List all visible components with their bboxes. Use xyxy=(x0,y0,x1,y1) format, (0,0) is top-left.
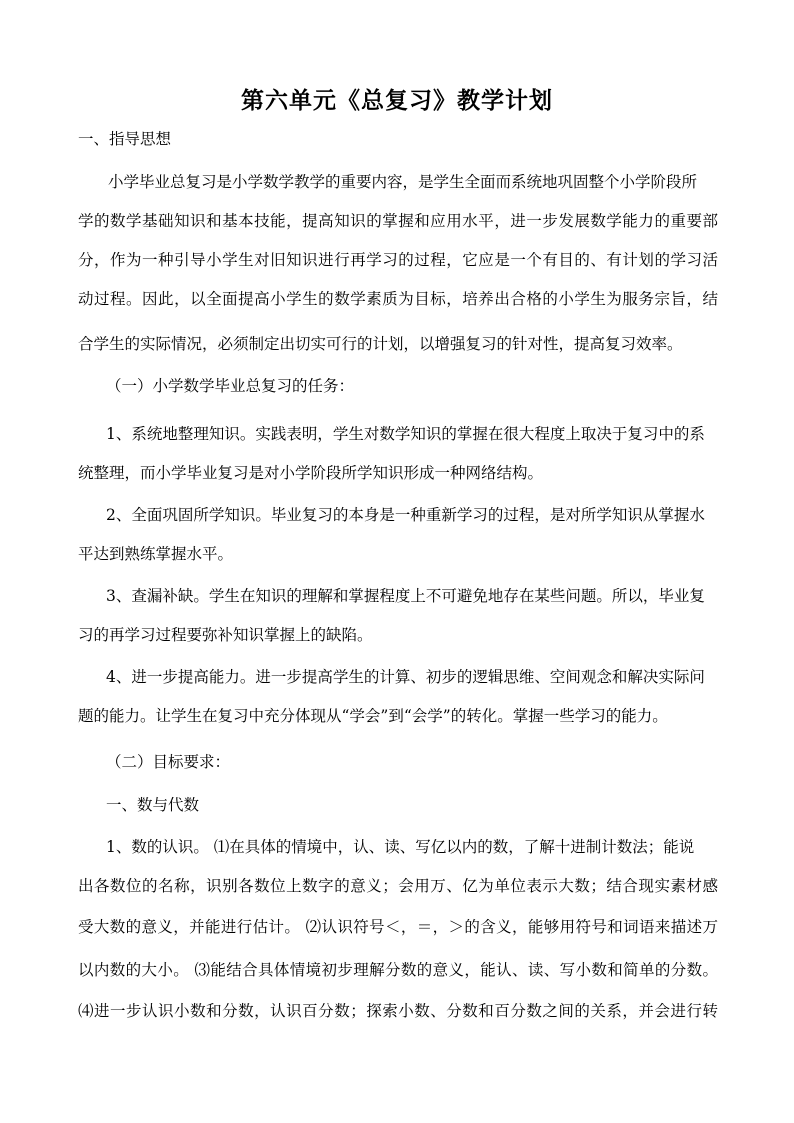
paragraph-line: 3、查漏补缺。学生在知识的理解和掌握程度上不可避免地存在某些问题。所以，毕业复 xyxy=(106,587,705,605)
paragraph-line: 动过程。因此，以全面提高小学生的数学素质为目标，培养出合格的小学生为服务宗旨，结 xyxy=(78,290,718,308)
paragraph-line: 小学毕业总复习是小学数学教学的重要内容，是学生全面而系统地巩固整个小学阶段所 xyxy=(108,173,698,191)
paragraph-line: 1、系统地整理知识。实践表明，学生对数学知识的掌握在很大程度上取决于复习中的系 xyxy=(106,425,705,443)
paragraph-line: 分，作为一种引导小学生对旧知识进行再学习的过程，它应是一个有目的、有计划的学习活 xyxy=(78,251,718,269)
subsection-heading: （二）目标要求： xyxy=(106,753,231,771)
paragraph-line: 1、数的认识。 ⑴在具体的情境中，认、读、写亿以内的数，了解十进制计数法；能说 xyxy=(106,838,695,856)
paragraph-line: 题的能力。让学生在复习中充分体现从“学会”到“会学”的转化。掌握一些学习的能力。 xyxy=(78,707,668,725)
page-title: 第六单元《总复习》教学计划 xyxy=(241,87,553,114)
subsection-heading: （一）小学数学毕业总复习的任务： xyxy=(106,377,355,395)
paragraph-line: 习的再学习过程要弥补知识掌握上的缺陷。 xyxy=(78,626,373,644)
paragraph-line: 出各数位的名称，识别各数位上数字的意义；会用万、亿为单位表示大数；结合现实素材感 xyxy=(78,877,718,895)
paragraph-line: 统整理，而小学毕业复习是对小学阶段所学知识形成一种网络结构。 xyxy=(78,464,544,482)
paragraph-line: 学的数学基础知识和基本技能，提高知识的掌握和应用水平，进一步发展数学能力的重要部 xyxy=(78,212,718,230)
paragraph-line: 受大数的意义，并能进行估计。 ⑵认识符号＜，＝，＞的含义，能够用符号和词语来描述万 xyxy=(78,918,718,936)
paragraph-line: 平达到熟练掌握水平。 xyxy=(78,545,234,563)
paragraph-line: ⑷进一步认识小数和分数，认识百分数；探索小数、分数和百分数之间的关系，并会进行转 xyxy=(78,1002,718,1020)
paragraph-line: 合学生的实际情况，必须制定出切实可行的计划，以增强复习的针对性，提高复习效率。 xyxy=(78,335,683,353)
paragraph-line: 4、进一步提高能力。进一步提高学生的计算、初步的逻辑思维、空间观念和解决实际问 xyxy=(106,668,705,686)
section-heading: 一、数与代数 xyxy=(106,796,200,814)
paragraph-line: 以内数的大小。 ⑶能结合具体情境初步理解分数的意义，能认、读、写小数和简单的分数。 xyxy=(78,961,718,979)
paragraph-line: 2、全面巩固所学知识。毕业复习的本身是一种重新学习的过程，是对所学知识从掌握水 xyxy=(106,506,705,524)
section-heading: 一、指导思想 xyxy=(78,130,172,148)
